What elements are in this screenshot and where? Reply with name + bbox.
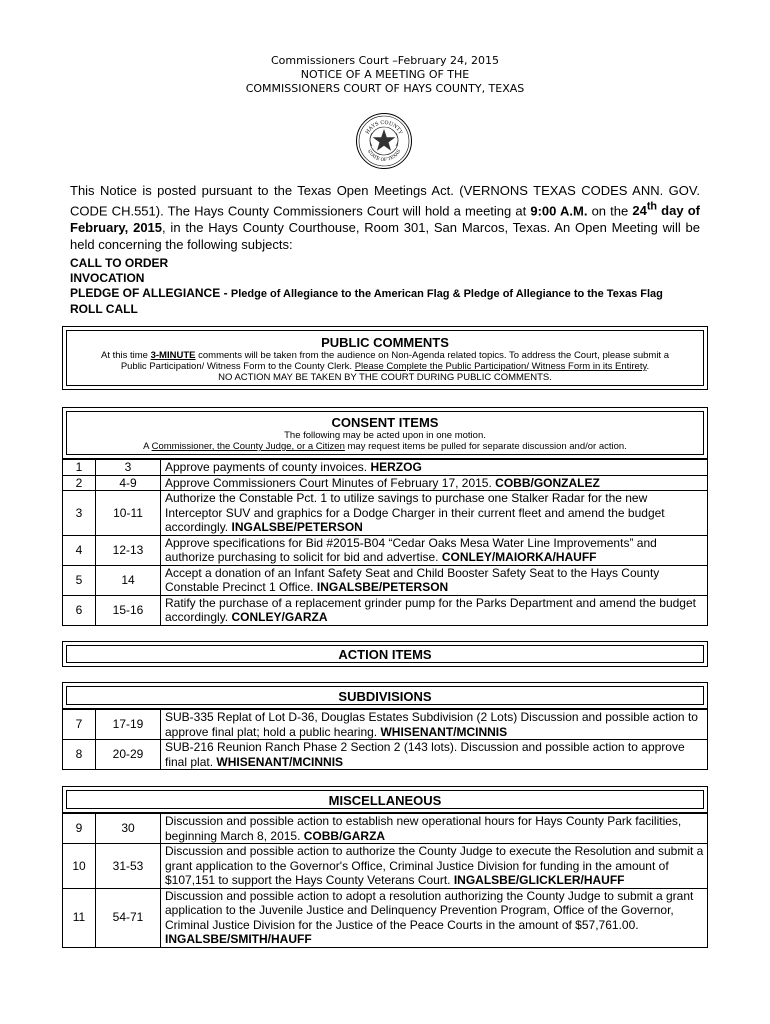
miscellaneous-box [62,786,708,813]
agenda-item-row [63,595,708,625]
item-description [161,565,708,595]
item-text: Discussion and possible action to adopt a resolution authorizing the County Judge to submit a grant application to the Juvenile Justice and Delinquency Prevention Program, Office of the Governor, Criminal Justice Division for the Justice of the Peace Courts in the amount of $57,761.00. [165,888,694,932]
item-pages: 15-16 [96,595,161,625]
agenda-item-row [63,710,708,740]
item-description [161,844,708,889]
item-sponsors: INGALSBE/PETERSON [231,520,363,534]
svg-text:STATE OF TEXAS [366,149,402,163]
invocation: INVOCATION [70,271,145,285]
item-pages: 17-19 [96,710,161,740]
item-description [161,710,708,740]
meeting-time: 9:00 A.M. [530,203,588,219]
item-number: 1 [63,460,96,476]
pledge-subtitle: Pledge of Allegiance to the American Flag & Pledge of Allegiance to the Texas Flag [230,288,663,300]
pc-l2-c: . [646,361,650,372]
item-pages: 10-11 [96,491,161,536]
item-sponsors: INGALSBE/GLICKLER/HAUFF [453,873,625,887]
consent-line-2 [63,441,707,452]
header-line-3: COMMISSIONERS COURT OF HAYS COUNTY, TEXAS [245,82,525,95]
consent-items-table [62,459,708,626]
item-number: 4 [63,535,96,565]
agenda-item-row [63,460,708,476]
item-number: 10 [63,844,96,889]
item-pages: 20-29 [96,740,161,770]
consent-l2-c: may request items be pulled for separate discussion and/or action. [344,441,627,452]
meeting-date: February, 2015 [70,220,163,236]
pc-l1-a: At this time [100,350,151,361]
item-text: Discussion and possible action to establish new operational hours for Hays County Park facilities, beginning March 8, 2015. [165,814,682,843]
meeting-day-suffix: th [646,201,658,213]
opening-agenda [70,256,663,317]
miscellaneous-table [62,813,708,948]
public-comments-line-3: NO ACTION MAY BE TAKEN BY THE COURT DURING PUBLIC COMMENTS. [218,372,552,383]
item-description [161,814,708,844]
pledge-dash: - [220,286,231,300]
intro-text-3: day of [657,203,700,219]
item-description [161,535,708,565]
pc-l1-c: comments will be taken from the audience on Non-Agenda related topics. To address the Court, please submit a [195,350,669,361]
action-items-box [62,641,708,667]
item-text: SUB-216 Reunion Ranch Phase 2 Section 2 (143 lots). Discussion and possible action to approve final plat. [165,740,685,769]
item-sponsors: WHISENANT/MCINNIS [380,724,508,739]
item-pages: 4-9 [96,475,161,491]
item-pages: 31-53 [96,844,161,889]
item-description [161,595,708,625]
miscellaneous-title: MISCELLANEOUS [328,793,442,808]
agenda-item-row [63,888,708,947]
subdivisions-box [62,682,708,709]
item-number: 8 [63,740,96,770]
item-pages: 54-71 [96,888,161,947]
document-header [0,54,770,96]
agenda-item-row [63,844,708,889]
public-comments-line-2 [63,361,707,372]
item-number: 5 [63,565,96,595]
consent-l2-a: A [143,441,152,452]
call-to-order: CALL TO ORDER [70,256,169,270]
item-pages: 3 [96,460,161,476]
consent-items-box [62,407,708,459]
intro-text-1: This Notice is posted pursuant to the Texas Open Meetings Act. (VERNONS TEXAS CODES ANN. GOV. CODE CH.551). The Hays County Commissioners Court will hold a meeting at [70,183,700,219]
item-pages: 14 [96,565,161,595]
public-comments-title: PUBLIC COMMENTS [321,335,449,350]
agenda-item-row [63,565,708,595]
item-number: 2 [63,475,96,491]
seal-bottom-text: STATE OF TEXAS [365,149,403,164]
item-sponsors: WHISENANT/MCINNIS [216,754,344,769]
consent-line-1: The following may be acted upon in one motion. [284,430,486,441]
header-line-2: NOTICE OF A MEETING OF THE [300,68,470,81]
item-sponsors: COBB/GARZA [303,828,386,843]
item-text: Authorize the Constable Pct. 1 to utilize savings to purchase one Stalker Radar for the new Interceptor SUV and graphics for a Dodge Charger in their current fleet and amend the budget accordingly. [165,491,665,534]
item-text: Ratify the purchase of a replacement grinder pump for the Parks Department and amend the budget accordingly. [165,595,696,624]
item-number: 11 [63,888,96,947]
item-sponsors: CONLEY/MAIORKA/HAUFF [441,550,597,564]
agenda-item-row [63,475,708,491]
item-sponsors: INGALSBE/SMITH/HAUFF [165,932,312,946]
item-sponsors: HERZOG [370,460,422,474]
pledge-line [70,286,663,302]
item-description [161,475,708,491]
item-pages: 30 [96,814,161,844]
pc-l2-a: Public Participation/ Witness Form to the County Clerk. [120,361,355,372]
item-number: 6 [63,595,96,625]
item-text: SUB-335 Replat of Lot D-36, Douglas Estates Subdivision (2 Lots) Discussion and possible action to approve final plat; hold a public hearing. [165,710,698,739]
agenda-item-row [63,535,708,565]
item-number: 7 [63,710,96,740]
agenda-item-row [63,814,708,844]
subdivisions-table [62,709,708,770]
item-text: Accept a donation of an Infant Safety Seat and Child Booster Safety Seat to the Hays County Constable Precinct 1 Office. [165,565,660,594]
county-seal-icon [355,112,413,170]
consent-l2-b: Commissioner, the County Judge, or a Citizen [151,441,345,452]
item-sponsors: CONLEY/GARZA [231,610,328,624]
agenda-item-row [63,740,708,770]
intro-paragraph [70,182,700,253]
item-number: 9 [63,814,96,844]
action-items-title: ACTION ITEMS [338,647,432,662]
item-description [161,460,708,476]
item-pages: 12-13 [96,535,161,565]
item-number: 3 [63,491,96,536]
roll-call: ROLL CALL [70,302,138,316]
seal-top-text: HAYS COUNTY [364,119,404,136]
intro-text-4: , in the Hays County Courthouse, Room 301, San Marcos, Texas. An Open Meeting will be held concerning the following subjects: [70,220,700,253]
item-description [161,740,708,770]
meeting-day [632,203,700,218]
header-line-1: Commissioners Court –February 24, 2015 [270,54,500,67]
subdivisions-title: SUBDIVISIONS [338,689,432,704]
item-text: Approve specifications for Bid #2015-B04 “Cedar Oaks Mesa Water Line Improvements” and authorize purchasing to solicit for bid and advertise. [165,535,657,564]
consent-items-title: CONSENT ITEMS [331,415,439,430]
pc-l1-b: 3-MINUTE [150,350,196,361]
item-description [161,888,708,947]
agenda-item-row [63,491,708,536]
pc-l2-b: Please Complete the Public Participation/ Witness Form in its Entirety [354,361,647,372]
pledge-title: PLEDGE OF ALLEGIANCE [70,286,221,300]
item-sponsors: COBB/GONZALEZ [495,475,600,490]
item-sponsors: INGALSBE/PETERSON [316,580,449,594]
meeting-day-number: 24 [632,203,647,219]
item-description [161,491,708,536]
public-comments-line-1 [63,350,707,361]
item-text: Discussion and possible action to authorize the County Judge to execute the Resolution and submit a grant application to the Governor's Office, Criminal Justice Division for funding in the amount of $107,151 to support the Hays County Veterans Court. [165,844,704,887]
public-comments-box [62,326,708,390]
item-text: Approve payments of county invoices. [165,460,371,474]
item-text: Approve Commissioners Court Minutes of February 17, 2015. [165,475,496,490]
intro-text-2: on the [587,203,633,219]
